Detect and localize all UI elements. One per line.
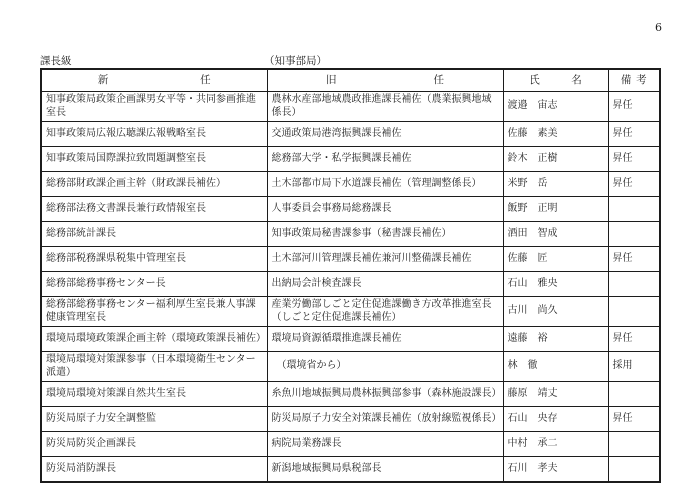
table-row xyxy=(41,147,660,172)
page-number: 6 xyxy=(655,21,662,34)
table-row xyxy=(41,457,660,483)
department-group-label: （知事部局） xyxy=(264,55,327,67)
old-position-cell: 農林水産部地域農政推進課長補佐（農業振興地域係長） xyxy=(267,92,503,122)
name-cell: 石山 雅央 xyxy=(503,272,608,297)
new-position-cell: 知事政策局広報広聴課広報戦略室長 xyxy=(41,122,267,147)
table-row xyxy=(41,247,660,272)
header-new-char: 新 xyxy=(97,74,109,87)
header-name-char: 名 xyxy=(571,74,582,87)
new-position-cell: 防災局消防課長 xyxy=(41,457,267,483)
note-cell xyxy=(608,197,660,222)
new-position-cell: 環境局環境対策課自然共生室長 xyxy=(41,382,267,407)
table-row xyxy=(41,197,660,222)
old-position-cell: 出納局会計検査課長 xyxy=(267,272,503,297)
name-cell: 飯野 正明 xyxy=(503,197,608,222)
new-position-cell: 総務部税務課県税集中管理室長 xyxy=(41,247,267,272)
table-row xyxy=(41,222,660,247)
personnel-transfer-table xyxy=(40,68,661,483)
header-new-char: 任 xyxy=(200,74,211,87)
old-position-cell: 土木部都市局下水道課長補佐（管理調整係長） xyxy=(267,172,503,197)
table-row xyxy=(41,172,660,197)
new-position-cell: 環境局環境対策課参事（日本環境衛生センター派遣） xyxy=(41,352,267,382)
new-position-cell: 環境局環境政策課企画主幹（環境政策課長補佐） xyxy=(41,327,267,352)
note-cell xyxy=(608,272,660,297)
header-old-char: 旧 xyxy=(326,74,337,87)
new-position-cell: 知事政策局国際課拉致問題調整室長 xyxy=(41,147,267,172)
header-note-char: 考 xyxy=(636,74,647,87)
column-header-note xyxy=(608,69,660,92)
name-cell: 藤原 靖丈 xyxy=(503,382,608,407)
new-position-cell: 知事政策局政策企画課男女平等・共同参画推進室長 xyxy=(41,92,267,122)
name-cell: 米野 岳 xyxy=(503,172,608,197)
note-cell xyxy=(608,297,660,327)
old-position-cell: 環境局資源循環推進課長補佐 xyxy=(267,327,503,352)
name-cell: 林 徹 xyxy=(503,352,608,382)
table-row xyxy=(41,272,660,297)
old-position-cell: 土木部河川管理課長補佐兼河川整備課長補佐 xyxy=(267,247,503,272)
name-cell: 酒田 智成 xyxy=(503,222,608,247)
table-row xyxy=(41,382,660,407)
header-note-char: 備 xyxy=(620,74,632,87)
note-cell: 昇任 xyxy=(608,407,660,432)
note-cell xyxy=(608,432,660,457)
name-cell: 佐藤 匠 xyxy=(503,247,608,272)
name-cell: 石山 央存 xyxy=(503,407,608,432)
name-cell: 古川 尚久 xyxy=(503,297,608,327)
column-header-old-position xyxy=(267,69,503,92)
note-cell: 昇任 xyxy=(608,147,660,172)
old-position-cell: （環境省から） xyxy=(267,352,503,382)
note-cell: 昇任 xyxy=(608,247,660,272)
new-position-cell: 総務部財政課企画主幹（財政課長補佐） xyxy=(41,172,267,197)
old-position-cell: 産業労働部しごと定住促進課働き方改革推進室長（しごと定住促進課長補佐） xyxy=(267,297,503,327)
table-row xyxy=(41,122,660,147)
old-position-cell: 人事委員会事務局総務課長 xyxy=(267,197,503,222)
name-cell: 中村 承二 xyxy=(503,432,608,457)
header-row xyxy=(41,69,660,92)
column-header-name xyxy=(503,69,608,92)
name-cell: 佐藤 素美 xyxy=(503,122,608,147)
table-row xyxy=(41,327,660,352)
note-cell xyxy=(608,222,660,247)
new-position-cell: 総務部法務文書課長兼行政情報室長 xyxy=(41,197,267,222)
new-position-cell: 総務部総務事務センター長 xyxy=(41,272,267,297)
note-cell: 昇任 xyxy=(608,92,660,122)
old-position-cell: 知事政策局秘書課参事（秘書課長補佐） xyxy=(267,222,503,247)
column-header-new-position xyxy=(41,69,267,92)
note-cell: 昇任 xyxy=(608,122,660,147)
old-position-cell: 新潟地域振興局県税部長 xyxy=(267,457,503,483)
table-row xyxy=(41,297,660,327)
note-cell xyxy=(608,457,660,483)
new-position-cell: 総務部統計課長 xyxy=(41,222,267,247)
name-cell: 石川 孝夫 xyxy=(503,457,608,483)
name-cell: 渡邉 宙志 xyxy=(503,92,608,122)
table-row xyxy=(41,92,660,122)
new-position-cell: 防災局原子力安全調整監 xyxy=(41,407,267,432)
old-position-cell: 病院局業務課長 xyxy=(267,432,503,457)
table-row xyxy=(41,407,660,432)
note-cell xyxy=(608,382,660,407)
name-cell: 鈴木 正樹 xyxy=(503,147,608,172)
header-name-char: 氏 xyxy=(529,74,540,87)
header-old-char: 任 xyxy=(433,74,444,87)
old-position-cell: 防災局原子力安全対策課長補佐（放射線監視係長） xyxy=(267,407,503,432)
new-position-cell: 防災局防災企画課長 xyxy=(41,432,267,457)
note-cell: 採用 xyxy=(608,352,660,382)
note-cell: 昇任 xyxy=(608,327,660,352)
table-row xyxy=(41,352,660,382)
table-row xyxy=(41,432,660,457)
name-cell: 遠藤 裕 xyxy=(503,327,608,352)
note-cell: 昇任 xyxy=(608,172,660,197)
rank-level-label: 課長級 xyxy=(40,55,72,67)
old-position-cell: 総務部大学・私学振興課長補佐 xyxy=(267,147,503,172)
old-position-cell: 糸魚川地域振興局農林振興部参事（森林施設課長） xyxy=(267,382,503,407)
new-position-cell: 総務部総務事務センター福利厚生室長兼人事課健康管理室長 xyxy=(41,297,267,327)
old-position-cell: 交通政策局港湾振興課長補佐 xyxy=(267,122,503,147)
